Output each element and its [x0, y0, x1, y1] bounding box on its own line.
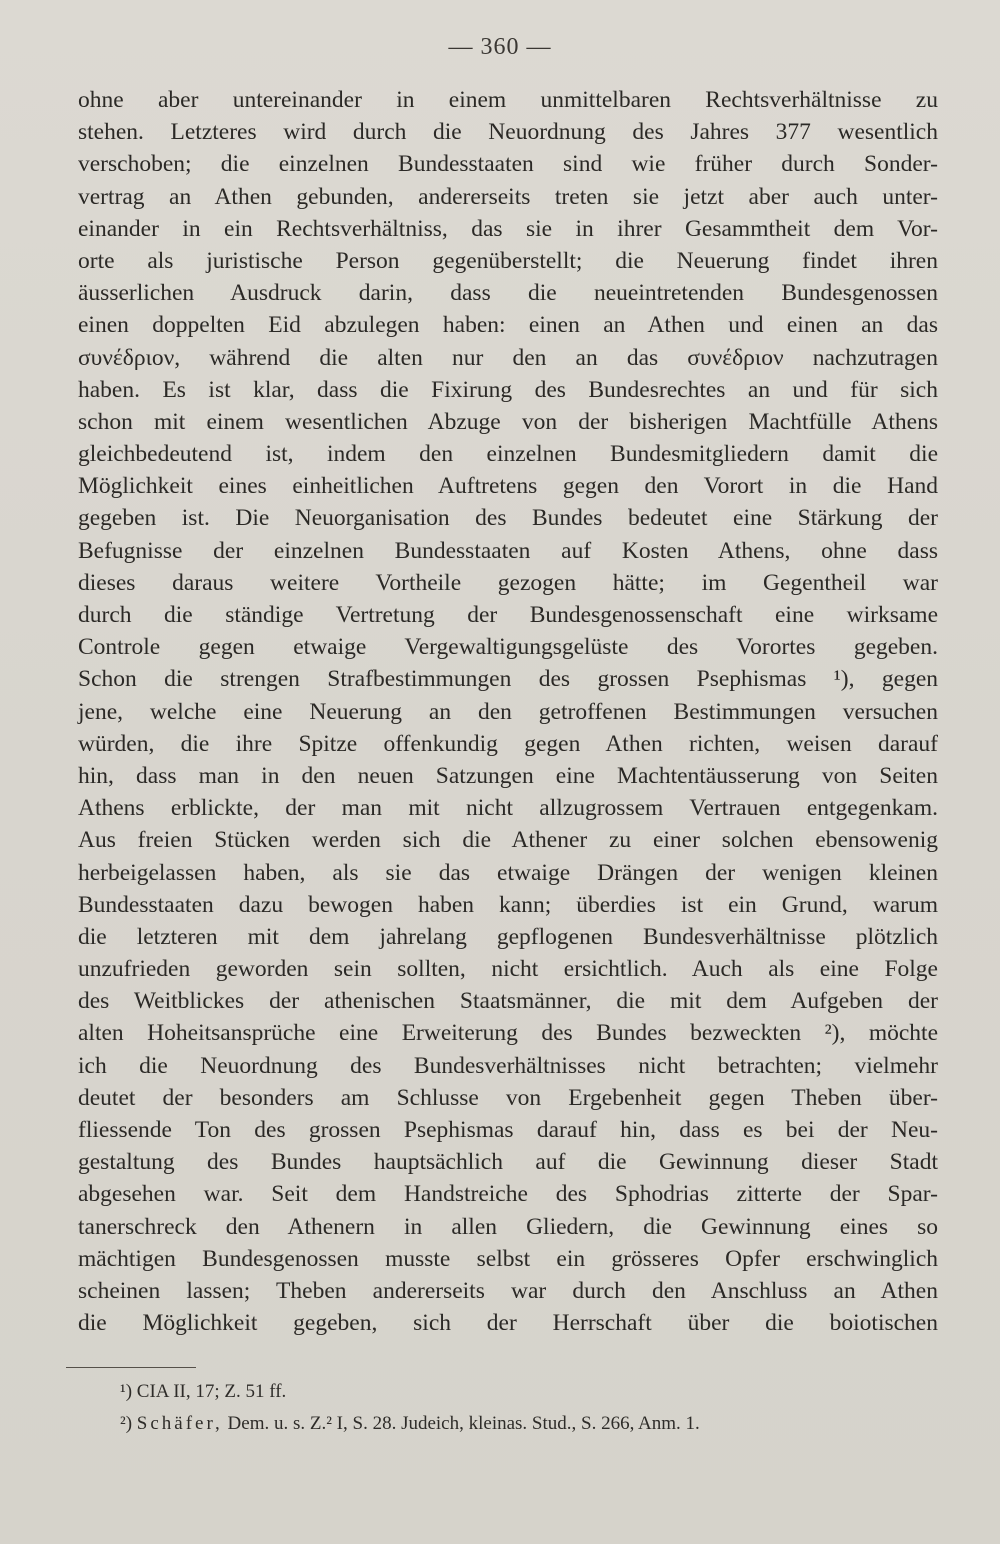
text-line: herbeigelassen haben, als sie das etwaige Drängen der wenigen kleinen	[78, 859, 938, 886]
text-line: dieses daraus weitere Vortheile gezogen hätte; im Gegentheil war	[78, 569, 938, 596]
text-line: schon mit einem wesentlichen Abzuge von der bisherigen Machtfülle Athens	[78, 408, 938, 435]
text-line: fliessende Ton des grossen Psephismas darauf hin, dass es bei der Neu-	[78, 1117, 938, 1143]
text-line: des Weitblickes der athenischen Staatsmänner, die mit dem Aufgeben der	[78, 988, 938, 1015]
page-number: — 360 —	[448, 34, 552, 60]
text-line: würden, die ihre Spitze offenkundig gegen Athen richten, weisen darauf	[78, 730, 938, 757]
text-line: gestaltung des Bundes hauptsächlich auf die Gewinnung dieser Stadt	[78, 1149, 938, 1176]
text-line: Möglichkeit eines einheitlichen Auftretens gegen den Vorort in die Hand	[78, 473, 938, 500]
text-line: ohne aber untereinander in einem unmittelbaren Rechtsverhältnisse zu	[78, 87, 938, 113]
text-line: ich die Neuordnung des Bundesverhältnisses nicht betrachten; vielmehr	[78, 1052, 938, 1079]
text-line: einander in ein Rechtsverhältniss, das sie in ihrer Gesammtheit dem Vor-	[78, 215, 938, 242]
text-line: jene, welche eine Neuerung an den getroffenen Bestimmungen versuchen	[78, 698, 938, 725]
text-line: äusserlichen Ausdruck darin, dass die neueintretenden Bundesgenossen	[78, 280, 938, 307]
text-line: Bundesstaaten dazu bewogen haben kann; überdies ist ein Grund, warum	[78, 891, 938, 918]
text-line: hin, dass man in den neuen Satzungen eine Machtentäusserung von Seiten	[78, 762, 938, 789]
text-line: tanerschreck den Athenern in allen Gliedern, die Gewinnung eines so	[78, 1213, 938, 1240]
text-line: vertrag an Athen gebunden, andererseits treten sie jetzt aber auch unter-	[78, 183, 938, 210]
text-line: abgesehen war. Seit dem Handstreiche des Sphodrias zitterte der Spar-	[78, 1181, 938, 1208]
text-line: Controle gegen etwaige Vergewaltigungsgelüste des Vorortes gegeben.	[78, 634, 938, 661]
text-line: die Möglichkeit gegeben, sich der Herrschaft über die boiotischen	[78, 1310, 938, 1337]
text-line: deutet der besonders am Schlusse von Ergebenheit gegen Theben über-	[78, 1084, 938, 1111]
text-line: unzufrieden geworden sein sollten, nicht ersichtlich. Auch als eine Folge	[78, 956, 938, 983]
text-line: gleichbedeutend ist, indem den einzelnen Bundesmitgliedern damit die	[78, 441, 938, 468]
body-text	[78, 84, 938, 1339]
text-line: Befugnisse der einzelnen Bundesstaaten auf Kosten Athens, ohne dass	[78, 537, 938, 564]
text-line: συνέδριον, während die alten nur den an das συνέδριον nachzutragen	[78, 344, 938, 371]
footnote-2	[120, 1408, 880, 1440]
text-line: haben. Es ist klar, dass die Fixirung des Bundesrechtes an und für sich	[78, 376, 938, 403]
text-line: die letzteren mit dem jahrelang gepflogenen Bundesverhältnisse plötzlich	[78, 923, 938, 950]
footnote-2-author: Schäfer,	[136, 1413, 223, 1434]
footnote-1-marker: ¹)	[120, 1381, 133, 1402]
footnote-1	[120, 1376, 880, 1408]
text-line: durch die ständige Vertretung der Bundesgenossenschaft eine wirksame	[78, 602, 938, 628]
text-line: scheinen lassen; Theben andererseits war durch den Anschluss an Athen	[78, 1277, 938, 1304]
footnote-divider	[66, 1367, 196, 1368]
text-line: stehen. Letzteres wird durch die Neuordnung des Jahres 377 wesentlich	[78, 119, 938, 146]
footnote-2-marker: ²)	[120, 1413, 133, 1434]
footnotes	[120, 1376, 880, 1440]
text-line: einen doppelten Eid abzulegen haben: einen an Athen und einen an das	[78, 312, 938, 339]
text-line: Schon die strengen Strafbestimmungen des grossen Psephismas ¹), gegen	[78, 666, 938, 693]
footnote-1-text: CIA II, 17; Z. 51 ff.	[136, 1381, 287, 1402]
text-line: alten Hoheitsansprüche eine Erweiterung des Bundes bezweckten ²), möchte	[78, 1020, 938, 1047]
footnote-2-text: Dem. u. s. Z.² I, S. 28. Judeich, kleinas. Stud., S. 266, Anm. 1.	[227, 1413, 700, 1434]
text-line: gegeben ist. Die Neuorganisation des Bundes bedeutet eine Stärkung der	[78, 505, 938, 532]
text-line: Aus freien Stücken werden sich die Athener zu einer solchen ebensowenig	[78, 827, 938, 854]
text-line: Athens erblickte, der man mit nicht allzugrossem Vertrauen entgegenkam.	[78, 795, 938, 822]
text-line: orte als juristische Person gegenüberstellt; die Neuerung findet ihren	[78, 247, 938, 274]
text-line: mächtigen Bundesgenossen musste selbst ein grösseres Opfer erschwinglich	[78, 1245, 938, 1272]
text-line: verschoben; die einzelnen Bundesstaaten sind wie früher durch Sonder-	[78, 151, 938, 178]
